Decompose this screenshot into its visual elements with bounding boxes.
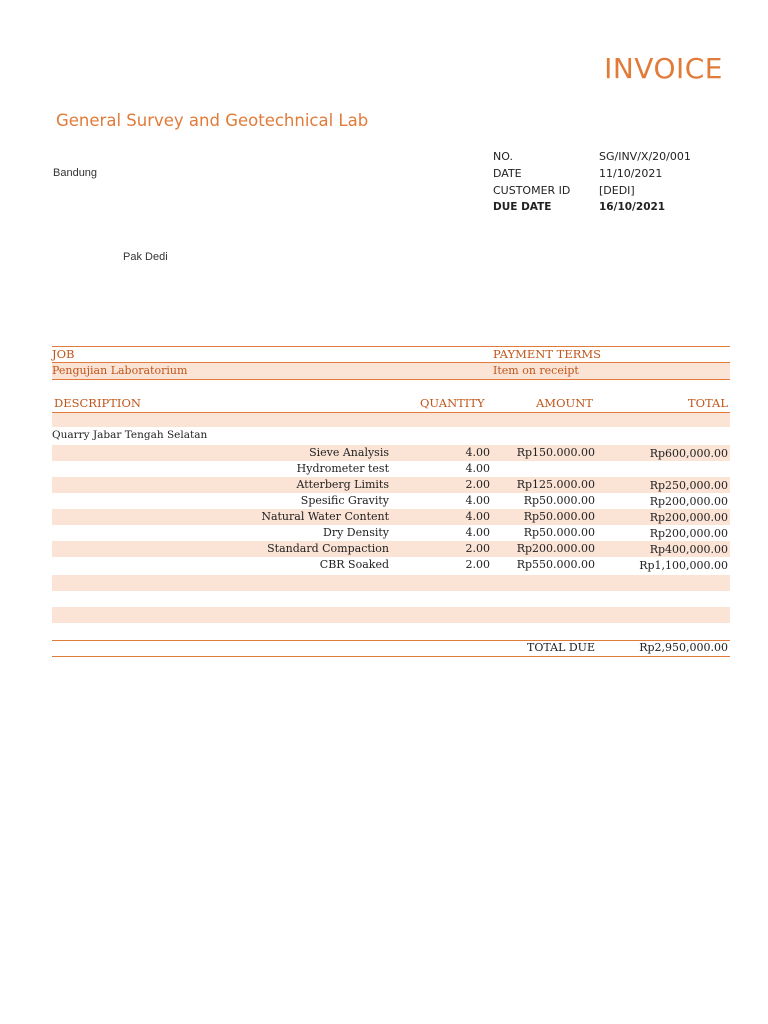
item-description: Sieve Analysis	[309, 446, 389, 459]
meta-row-due-date	[493, 201, 733, 218]
company-name: General Survey and Geotechnical Lab	[56, 111, 369, 130]
item-total: Rp200,000.00	[649, 511, 728, 524]
item-total: Rp200,000.00	[649, 527, 728, 540]
invoice-title: INVOICE	[604, 52, 723, 85]
job-section	[52, 346, 730, 382]
meta-value: SG/INV/X/20/001	[599, 150, 691, 163]
divider	[52, 640, 730, 641]
meta-label: CUSTOMER ID	[493, 184, 571, 197]
meta-label: DUE DATE	[493, 201, 552, 213]
band	[52, 575, 730, 591]
item-description: Natural Water Content	[261, 510, 389, 523]
item-amount: Rp125.000.00	[516, 478, 595, 491]
table-row	[52, 557, 730, 573]
total-due-value: Rp2,950,000.00	[639, 641, 728, 654]
job-value: Pengujian Laboratorium	[52, 364, 188, 377]
item-total: Rp600,000.00	[649, 447, 728, 460]
table-row	[52, 493, 730, 509]
item-quantity: 2.00	[465, 542, 490, 555]
meta-row-date	[493, 167, 733, 184]
table-row	[52, 477, 730, 493]
table-row	[52, 525, 730, 541]
meta-label: NO.	[493, 150, 513, 163]
item-quantity: 2.00	[465, 558, 490, 571]
table-row	[52, 509, 730, 525]
payment-terms-value: Item on receipt	[493, 364, 579, 377]
divider	[52, 656, 730, 657]
item-total: Rp200,000.00	[649, 495, 728, 508]
item-amount: Rp50.000.00	[523, 526, 595, 539]
item-description: Hydrometer test	[296, 462, 389, 475]
item-quantity: 4.00	[465, 510, 490, 523]
items-table	[52, 395, 730, 660]
table-row	[52, 445, 730, 461]
meta-value: 11/10/2021	[599, 167, 663, 180]
item-amount: Rp150.000.00	[516, 446, 595, 459]
item-quantity: 4.00	[465, 462, 490, 475]
job-label: JOB	[52, 347, 75, 361]
group-label: Quarry Jabar Tengah Selatan	[52, 429, 208, 441]
col-header-total: TOTAL	[687, 396, 728, 410]
band	[52, 607, 730, 623]
meta-value: 16/10/2021	[599, 201, 666, 213]
item-description: Dry Density	[323, 526, 389, 539]
customer-contact: Pak Dedi	[123, 251, 168, 263]
item-amount: Rp200.000.00	[516, 542, 595, 555]
meta-value: [DEDI]	[599, 184, 635, 197]
item-quantity: 4.00	[465, 446, 490, 459]
item-amount: Rp550.000.00	[516, 558, 595, 571]
col-header-description: DESCRIPTION	[54, 396, 141, 410]
meta-row-number	[493, 150, 733, 167]
item-total: Rp250,000.00	[649, 479, 728, 492]
table-row	[52, 541, 730, 557]
col-header-quantity: QUANTITY	[420, 396, 485, 410]
item-description: Spesific Gravity	[300, 494, 389, 507]
band	[52, 413, 730, 427]
item-description: CBR Soaked	[319, 558, 389, 571]
item-total: Rp1,100,000.00	[639, 559, 728, 572]
item-amount: Rp50.000.00	[523, 510, 595, 523]
item-quantity: 4.00	[465, 526, 490, 539]
payment-terms-label: PAYMENT TERMS	[493, 347, 602, 361]
meta-row-customer-id	[493, 184, 733, 201]
item-amount: Rp50.000.00	[523, 494, 595, 507]
item-total: Rp400,000.00	[649, 543, 728, 556]
divider	[52, 346, 730, 347]
divider	[52, 379, 730, 380]
table-row	[52, 461, 730, 477]
total-due-label: TOTAL DUE	[527, 641, 595, 654]
invoice-meta	[493, 150, 733, 218]
item-description: Standard Compaction	[267, 542, 389, 555]
item-quantity: 4.00	[465, 494, 490, 507]
company-city: Bandung	[53, 167, 98, 179]
col-header-amount: AMOUNT	[536, 396, 593, 410]
item-quantity: 2.00	[465, 478, 490, 491]
item-description: Atterberg Limits	[296, 478, 389, 491]
meta-label: DATE	[493, 167, 522, 180]
